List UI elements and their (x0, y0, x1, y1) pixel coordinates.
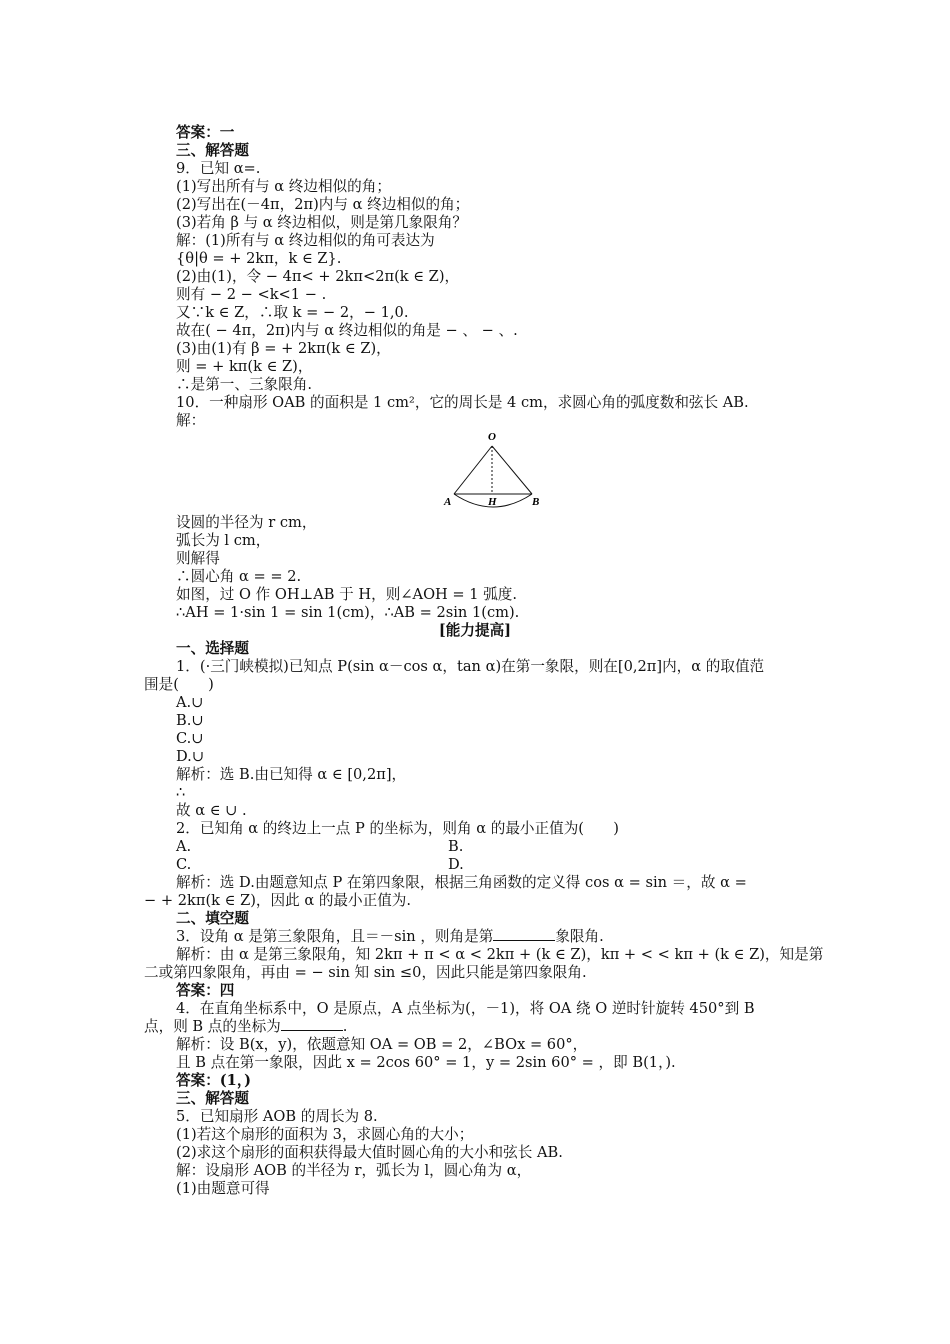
solution-line: 则 = + kπ(k ∈ Z)， (176, 358, 313, 375)
analysis-line: 故 α ∈ ∪ . (176, 802, 247, 819)
section-title-ability: [能力提高] (438, 622, 512, 639)
section-heading: 一、选择题 (176, 640, 249, 657)
solution-line: 设圆的半径为 r cm， (176, 514, 317, 531)
problem-1: 1．(·三门峡模拟)已知点 P(sin α－cos α，tan α)在第一象限，则在[0,2π]内，α 的取值范 (176, 658, 765, 675)
solution-line: (1)由题意可得 (176, 1180, 270, 1197)
solution-line: ∴AH = 1·sin 1 = sin 1(cm)，∴AB = 2sin 1(cm). (176, 604, 520, 621)
solution-line: 则有 − 2 − <k<1 − . (176, 286, 327, 303)
solution-line: {θ|θ = + 2kπ，k ∈ Z}. (176, 250, 342, 267)
analysis-line: 解析：选 D.由题意知点 P 在第四象限，根据三角函数的定义得 cos α = sin ＝，故 α = (176, 874, 747, 891)
option-a: A.∪ (176, 694, 204, 711)
radius-ob (492, 446, 532, 494)
label-b: B (532, 496, 540, 508)
label-h: H (488, 496, 497, 508)
sector-figure (440, 428, 552, 514)
problem-4: 4．在直角坐标系中，O 是原点，A 点坐标为(，－1)，将 OA 绕 O 逆时针旋转 450°到 B (176, 1000, 755, 1017)
problem-9-part-3: (3)若角 β 与 α 终边相似，则是第几象限角？ (176, 214, 468, 231)
problem-3-tail: 象限角. (555, 928, 604, 945)
problem-2: 2．已知角 α 的终边上一点 P 的坐标为，则角 α 的最小正值为( ) (176, 820, 619, 837)
solution-line: (2)由(1)，令 − 4π< + 2kπ<2π(k ∈ Z)， (176, 268, 460, 285)
solution-line: ∴圆心角 α = = 2. (176, 568, 302, 585)
analysis-line: 且 B 点在第一象限，因此 x = 2cos 60° = 1，y = 2sin 60° = ，即 B(1，). (176, 1054, 676, 1071)
problem-9-part-1: (1)写出所有与 α 终边相似的角； (176, 178, 391, 195)
analysis-line: 解析：设 B(x，y)，依题意知 OA = OB = 2，∠BOx = 60°， (176, 1036, 588, 1053)
answer-line: 答案：四 (176, 982, 235, 999)
solution-line: ∴是第一、三象限角. (176, 376, 312, 393)
problem-3 (176, 928, 604, 946)
solution-line: 解：设扇形 AOB 的半径为 r，弧长为 l，圆心角为 α， (176, 1162, 532, 1179)
problem-3-text: 3．设角 α 是第三象限角，且＝－sin ，则角是第 (176, 928, 494, 945)
option-d: D.∪ (176, 748, 205, 765)
problem-5-part-1: (1)若这个扇形的面积为 3，求圆心角的大小； (176, 1126, 474, 1143)
solution-line: 弧长为 l cm， (176, 532, 271, 549)
radius-oa (454, 446, 492, 494)
label-a: A (444, 496, 452, 508)
problem-4-tail: . (342, 1018, 348, 1035)
problem-10: 10．一种扇形 OAB 的面积是 1 cm²，它的周长是 4 cm，求圆心角的弧度数和弦长 AB. (176, 394, 749, 411)
option-d: D. (448, 856, 464, 873)
option-a: A. (176, 838, 192, 855)
answer-blank (493, 928, 555, 941)
problem-4-cont (144, 1018, 347, 1036)
problem-4-text: 点，则 B 点的坐标为 (144, 1018, 281, 1035)
answer-blank (281, 1018, 343, 1031)
option-b: B.∪ (176, 712, 204, 729)
option-c: C.∪ (176, 730, 204, 747)
solution-line: 如图，过 O 作 OH⊥AB 于 H，则∠AOH = 1 弧度. (176, 586, 518, 603)
analysis-line: 解析：选 B.由已知得 α ∈ [0,2π]， (176, 766, 407, 783)
section-heading: 三、解答题 (176, 142, 249, 159)
option-b: B. (448, 838, 464, 855)
option-c: C. (176, 856, 192, 873)
problem-9: 9．已知 α=. (176, 160, 261, 177)
solution-line: (3)由(1)有 β = + 2kπ(k ∈ Z)， (176, 340, 391, 357)
problem-5-part-2: (2)求这个扇形的面积获得最大值时圆心角的大小和弦长 AB. (176, 1144, 563, 1161)
analysis-line: 二或第四象限角，再由 = − sin 知 sin ≤0，因此只能是第四象限角. (144, 964, 587, 981)
analysis-line: ∴ (176, 784, 186, 801)
analysis-line: 解析：由 α 是第三象限角，知 2kπ + π < α < 2kπ + (k ∈ Z)，kπ + < < kπ + (k ∈ Z)，知是第 (176, 946, 824, 963)
section-heading: 二、填空题 (176, 910, 249, 927)
problem-1-cont: 围是( ) (144, 676, 214, 693)
solution-line: 又∵k ∈ Z，∴取 k = − 2，− 1,0. (176, 304, 409, 321)
answer-line: 答案：(1，) (176, 1072, 252, 1089)
solution-label: 解： (176, 412, 206, 429)
solution-line: 故在( − 4π，2π)内与 α 终边相似的角是 − 、 − 、. (176, 322, 518, 339)
solution-line: 解：(1)所有与 α 终边相似的角可表达为 (176, 232, 435, 249)
problem-5: 5．已知扇形 AOB 的周长为 8. (176, 1108, 378, 1125)
section-heading: 三、解答题 (176, 1090, 249, 1107)
solution-line: 则解得 (176, 550, 220, 567)
answer-line: 答案：一 (176, 124, 235, 141)
analysis-line: − + 2kπ(k ∈ Z)，因此 α 的最小正值为. (144, 892, 412, 909)
problem-9-part-2: (2)写出在(－4π，2π)内与 α 终边相似的角； (176, 196, 470, 213)
label-o: O (488, 431, 496, 443)
